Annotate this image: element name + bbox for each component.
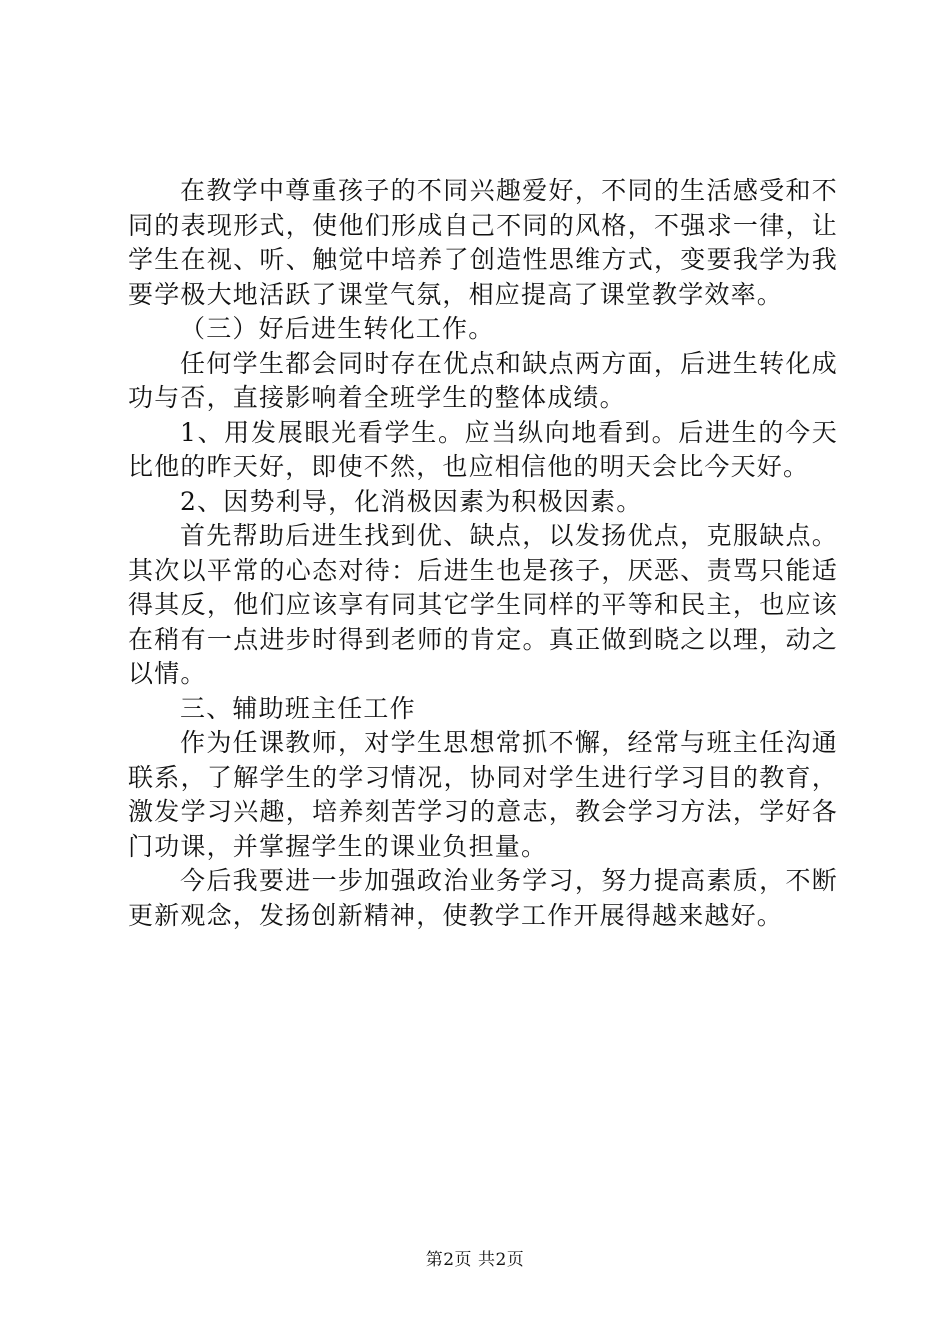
paragraph-help-students: 首先帮助后进生找到优、缺点，以发扬优点，克服缺点。其次以平常的心态对待：后进生也是孩子，厌恶、责骂只能适得其反，他们应该享有同其它学生同样的平等和民主，也应该在稍有一点进步时得到老师的肯定。真正做到晓之以理，动之以情。 (128, 521, 838, 688)
document-body (128, 174, 838, 933)
paragraph-subject-teacher: 作为任课教师，对学生思想常抓不懈，经常与班主任沟通联系，了解学生的学习情况，协同对学生进行学习目的教育，激发学习兴趣，培养刻苦学习的意志，教会学习方法，学好各门功课，并掌握学生的课业负担量。 (128, 728, 838, 861)
paragraph-point-1: 1、用发展眼光看学生。应当纵向地看到。后进生的今天比他的昨天好，即使不然，也应相信他的明天会比今天好。 (128, 417, 838, 481)
heading-assist-head-teacher: 三、辅助班主任工作 (180, 693, 416, 723)
page-number-footer: 第2页 共2页 (425, 1250, 525, 1270)
paragraph-future-plans: 今后我要进一步加强政治业务学习，努力提高素质，不断更新观念，发扬创新精神，使教学工作开展得越来越好。 (128, 866, 838, 930)
paragraph-point-2: 2、因势利导，化消极因素为积极因素。 (180, 486, 643, 516)
paragraph-strengths-weaknesses: 任何学生都会同时存在优点和缺点两方面，后进生转化成功与否，直接影响着全班学生的整体成绩。 (128, 348, 838, 412)
paragraph-teaching-diversity: 在教学中尊重孩子的不同兴趣爱好，不同的生活感受和不同的表现形式，使他们形成自己不同的风格，不强求一律，让学生在视、听、触觉中培养了创造性思维方式，变要我学为我要学极大地活跃了课堂气氛，相应提高了课堂教学效率。 (128, 176, 838, 309)
heading-struggling-students: （三）好后进生转化工作。 (180, 314, 495, 343)
